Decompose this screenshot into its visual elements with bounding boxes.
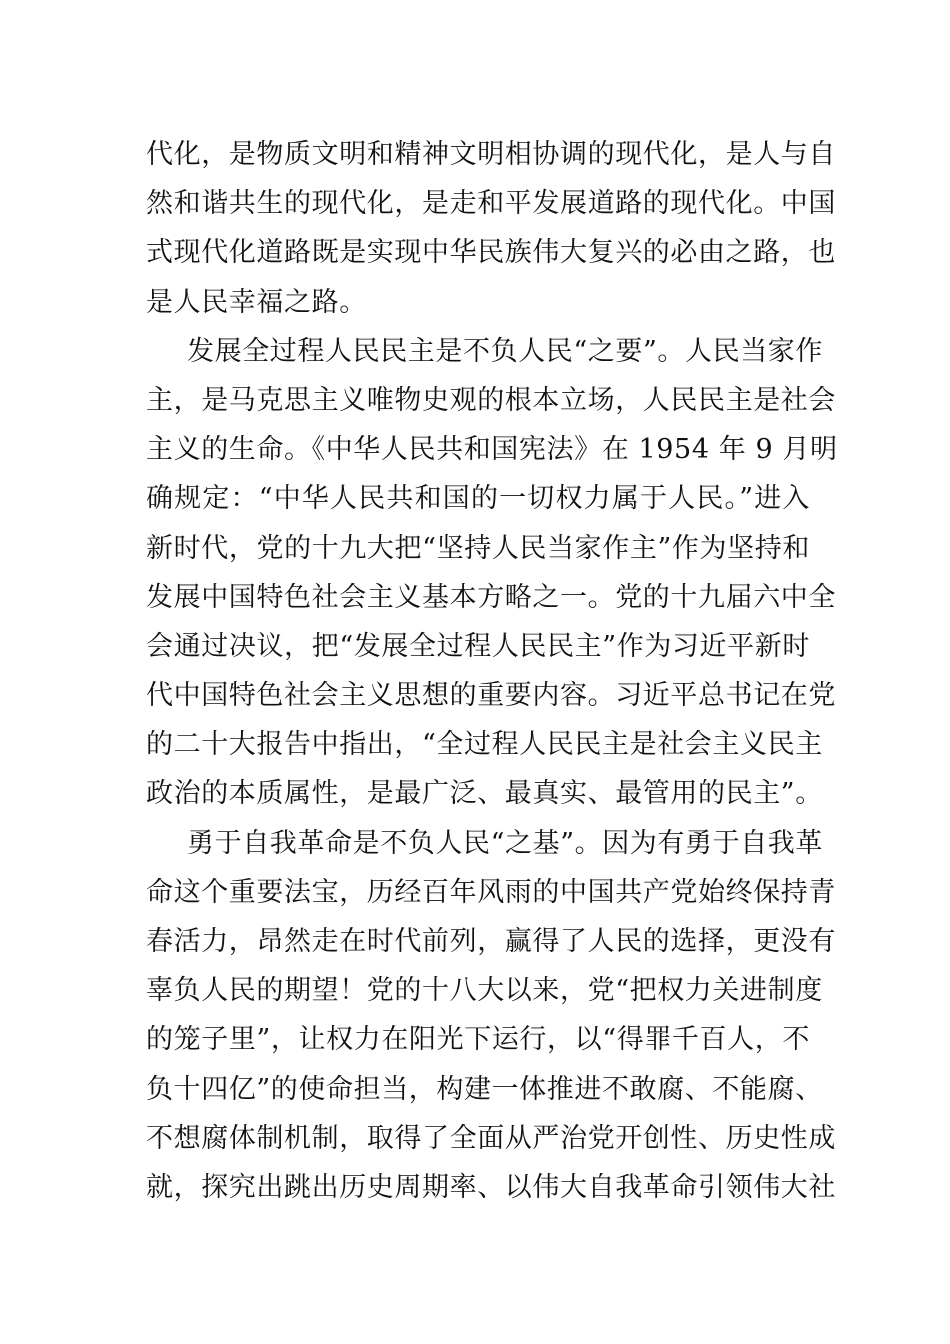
paragraph-3-line-7: 不想腐体制机制，取得了全面从严治党开创性、历史性成 bbox=[146, 1122, 836, 1154]
paragraph-2-line-10: 政治的本质属性，是最广泛、最真实、最管用的民主”。 bbox=[146, 778, 823, 810]
paragraph-2-line-1: 发展全过程人民民主是不负人民“之要”。人民当家作 bbox=[187, 335, 824, 367]
paragraph-1-line-2: 然和谐共生的现代化，是走和平发展道路的现代化。中国 bbox=[146, 188, 836, 220]
paragraph-1-line-3: 式现代化道路既是实现中华民族伟大复兴的必由之路，也 bbox=[146, 237, 836, 269]
paragraph-3-line-8: 就，探究出跳出历史周期率、以伟大自我革命引领伟大社 bbox=[146, 1171, 836, 1203]
paragraph-3-line-4: 辜负人民的期望！党的十八大以来，党“把权力关进制度 bbox=[146, 975, 823, 1007]
paragraph-3-line-3: 春活力，昂然走在时代前列，赢得了人民的选择，更没有 bbox=[146, 926, 836, 957]
paragraph-1-line-1: 代化，是物质文明和精神文明相协调的现代化，是人与自 bbox=[146, 139, 836, 170]
paragraph-3-line-5: 的笼子里”，让权力在阳光下运行，以“得罪千百人，不 bbox=[146, 1024, 810, 1056]
paragraph-2-line-3: 主义的生命。《中华人民共和国宪法》在 1954 年 9 月明 bbox=[146, 434, 838, 466]
body-text bbox=[146, 130, 838, 1212]
paragraph-2-line-2: 主，是马克思主义唯物史观的根本立场，人民民主是社会 bbox=[146, 384, 836, 416]
paragraph-2-line-4: 确规定：“中华人民共和国的一切权力属于人民。”进入 bbox=[146, 483, 810, 515]
paragraph-2-line-6: 发展中国特色社会主义基本方略之一。党的十九届六中全 bbox=[146, 581, 836, 613]
paragraph-1-line-4: 是人民幸福之路。 bbox=[146, 286, 367, 318]
paragraph-3-line-6: 负十四亿”的使命担当，构建一体推进不敢腐、不能腐、 bbox=[146, 1073, 823, 1105]
paragraph-2-line-7: 会通过决议，把“发展全过程人民民主”作为习近平新时 bbox=[146, 630, 810, 662]
paragraph-2-line-5: 新时代，党的十九大把“坚持人民当家作主”作为坚持和 bbox=[146, 532, 810, 564]
paragraph-2-line-9: 的二十大报告中指出，“全过程人民民主是社会主义民主 bbox=[146, 729, 823, 761]
paragraph-2-line-8: 代中国特色社会主义思想的重要内容。习近平总书记在党 bbox=[146, 680, 836, 712]
paragraph-3-line-1: 勇于自我革命是不负人民“之基”。因为有勇于自我革 bbox=[187, 827, 824, 859]
paragraph-3-line-2: 命这个重要法宝，历经百年风雨的中国共产党始终保持青 bbox=[146, 876, 836, 908]
